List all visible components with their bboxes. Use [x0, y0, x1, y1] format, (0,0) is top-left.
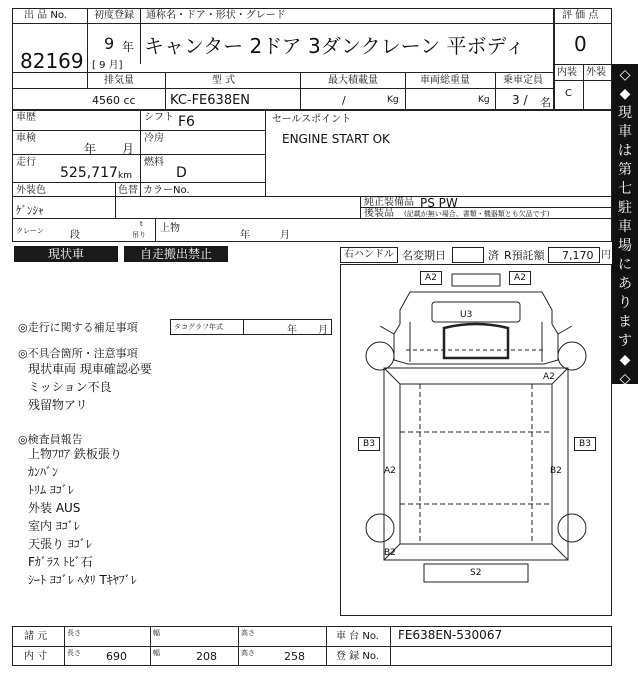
side-notice-char: あ [618, 276, 632, 292]
length-label: 長さ [67, 649, 81, 657]
mileage-value: 525,717 [60, 165, 118, 181]
inspector-item: 上物ﾌﾛｱ 鉄板張り [28, 447, 122, 461]
side-notice-char: に [618, 257, 632, 273]
damage-tag: B3 [574, 437, 596, 451]
crane-lift-unit: 吊り [132, 231, 146, 239]
first-reg-label: 初度登録 [94, 10, 134, 21]
max-load-unit: Kg [387, 95, 399, 105]
damage-tag: B3 [358, 437, 380, 451]
reg-no-label: 登 録 No. [336, 651, 379, 662]
aftermarket-note: (記載が無い場合、書類・機器類とも欠品です) [404, 210, 550, 218]
chassis-number: FE638EN-530067 [398, 628, 503, 642]
color-change-label: 色替 [118, 185, 138, 196]
recycle-label: 済 [488, 249, 499, 262]
deck-year-unit: 年 [240, 230, 250, 241]
inspection-month-unit: 月 [122, 142, 135, 156]
interior-grade-label: 内装 [557, 67, 577, 78]
height-label: 高さ [241, 649, 255, 657]
damage-tag: S2 [470, 568, 482, 578]
side-notice-char: 第 [618, 162, 632, 178]
damage-tag: A2 [420, 271, 442, 285]
side-notice-char: は [618, 143, 632, 159]
driving-notes-label: ◎走行に関する補足事項 [18, 321, 138, 334]
recycle-fee: 7,170 [562, 249, 594, 262]
side-notice-char: ◇ [619, 67, 631, 83]
defects-label: ◎不具合箇所・注意事項 [18, 347, 138, 360]
side-notice [612, 64, 638, 387]
interior-height: 258 [284, 650, 305, 663]
inspector-item: Fｶﾞﾗｽ ﾄﾋﾞ石 [28, 555, 93, 569]
gross-weight-label: 車両総重量 [420, 75, 470, 86]
side-notice-char: 七 [618, 181, 632, 197]
selling-point-label: セールスポイント [272, 114, 352, 125]
interior-dims-label: 内 寸 [24, 651, 48, 662]
crane-ton-unit: t [140, 220, 143, 228]
side-notice-char: ま [618, 314, 632, 330]
damage-tag: U3 [460, 310, 473, 320]
width-label: 幅 [153, 649, 160, 657]
first-reg-year: 9 [104, 34, 115, 53]
side-notice-char: ◆ [619, 352, 631, 368]
inspection-label: 車検 [16, 133, 36, 144]
fuel-value: D [176, 165, 187, 181]
side-notice-char: ◇ [619, 371, 631, 387]
inspector-item: 外装 AUS [28, 501, 81, 515]
damage-tag: A2 [384, 466, 396, 476]
mileage-label: 走行 [16, 157, 36, 168]
height-label: 高さ [241, 629, 255, 637]
dims-label: 諸 元 [24, 631, 48, 642]
ac-label: 冷房 [144, 133, 164, 144]
shift-value: F6 [178, 114, 195, 130]
name-change-label: 名変期日 [402, 249, 446, 262]
damage-tag: A2 [543, 372, 555, 382]
exterior-grade-label: 外装 [586, 67, 606, 78]
side-notice-char: す [618, 333, 632, 349]
model-name-label: 通称名・ドア・形状・グレード [146, 10, 286, 21]
capacity: 3 / [512, 93, 528, 107]
inspection-year-unit: 年 [84, 142, 97, 156]
defect-item: 残留物アリ [28, 398, 88, 412]
interior-length: 690 [106, 650, 127, 663]
right-hand-drive: 右ハンドル [340, 247, 398, 263]
recycle-fee-unit: 円 [601, 250, 611, 261]
interior-grade: C [565, 88, 572, 99]
tacho-year-unit: 年 [287, 325, 297, 336]
ext-color-label: 外装色 [16, 185, 46, 196]
max-load: / [342, 94, 346, 107]
side-notice-char: 車 [618, 124, 632, 140]
std-equip-label: 純正装備品 [364, 197, 414, 208]
selling-point: ENGINE START OK [282, 132, 390, 146]
capacity-unit: 名 [540, 96, 551, 109]
first-reg-year-unit: 年 [122, 40, 135, 54]
name-change-box [452, 247, 484, 263]
side-notice-char: ◆ [619, 86, 631, 102]
defect-item: ミッション不良 [28, 380, 112, 394]
model-type-label: 型 式 [212, 75, 236, 86]
first-reg-month: [ 9 月] [92, 60, 123, 71]
eval-score: 0 [574, 32, 587, 56]
side-notice-char: り [618, 295, 632, 311]
deck-month-unit: 月 [280, 230, 290, 241]
recycle-fee-label: R預託額 [504, 249, 545, 262]
mileage-unit: km [118, 171, 132, 181]
aftermarket-label: 後装品 [364, 208, 394, 219]
length-label: 長さ [67, 629, 81, 637]
gross-weight-unit: Kg [478, 95, 490, 105]
max-load-label: 最大積載量 [328, 75, 378, 86]
deck-label: 上物 [160, 223, 180, 234]
inspector-label: ◎検査員報告 [18, 433, 83, 446]
truck-diagram [340, 264, 612, 616]
tacho-month-unit: 月 [318, 325, 328, 336]
inspector-item: ｶﾝﾊﾞﾝ [28, 465, 59, 479]
crane-stage-unit: 段 [70, 230, 80, 241]
std-equip: PS PW [420, 196, 458, 210]
displacement-label: 排気量 [104, 75, 134, 86]
model-type: KC-FE638EN [170, 93, 251, 108]
defect-item: 現状車両 現車確認必要 [28, 362, 152, 376]
current-condition-badge: 現状車 [14, 246, 118, 262]
lot-number: 82169 [20, 49, 84, 73]
inspector-item: ﾄﾘﾑ ﾖｺﾞﾚ [28, 483, 74, 497]
displacement: 4560 cc [92, 94, 136, 107]
tachograph-label: タコグラフ年式 [174, 323, 223, 331]
damage-tag: B2 [384, 548, 396, 558]
fuel-label: 燃料 [144, 157, 164, 168]
capacity-label: 乗車定員 [503, 75, 543, 86]
ext-color: ｹﾞﾝｼｬ [16, 204, 44, 217]
damage-tag: A2 [509, 271, 531, 285]
shift-label: シフト [144, 112, 174, 123]
self-drive-banned-badge: 自走搬出禁止 [124, 246, 228, 262]
lot-label: 出 品 No. [24, 10, 67, 21]
interior-width: 208 [196, 650, 217, 663]
chassis-label: 車 台 No. [336, 631, 379, 642]
width-label: 幅 [153, 629, 160, 637]
model-name: キャンター 2ドア 3ダンクレーン 平ボディ [144, 34, 525, 58]
color-no-label: カラーNo. [143, 185, 190, 196]
eval-label: 評 価 点 [562, 10, 599, 21]
side-notice-char: 現 [618, 105, 632, 121]
inspector-item: 天張り ﾖｺﾞﾚ [28, 537, 92, 551]
side-notice-char: 車 [618, 219, 632, 235]
side-notice-char: 場 [618, 238, 632, 254]
inspector-item: 室内 ﾖｺﾞﾚ [28, 519, 80, 533]
damage-tag: B2 [550, 466, 562, 476]
history-label: 車歴 [16, 112, 36, 123]
crane-label: クレーン [16, 227, 44, 235]
inspector-item: ｼｰﾄ ﾖｺﾞﾚ ﾍﾀﾘ Tｷﾔﾌﾞﾚ [28, 573, 137, 587]
side-notice-char: 駐 [618, 200, 632, 216]
